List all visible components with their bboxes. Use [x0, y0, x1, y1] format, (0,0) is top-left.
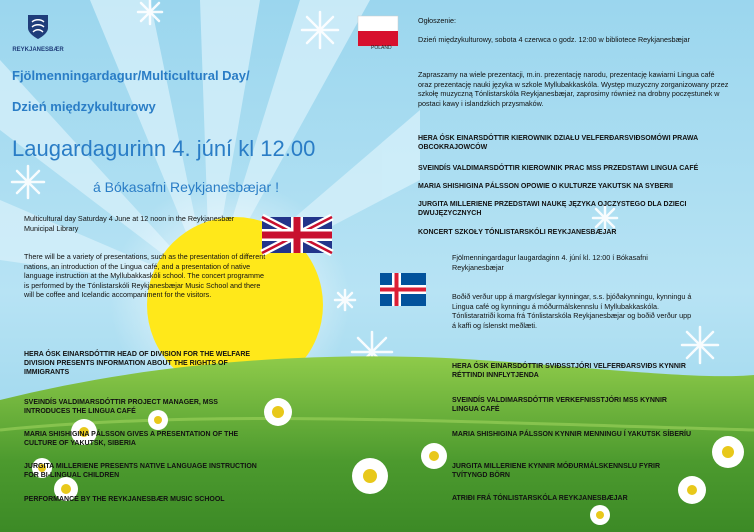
icelandic-item-5: ATRIÐI FRÁ TÓNLISTARSKÓLA REYKJANESBÆJAR: [452, 495, 628, 502]
poland-flag-label: POLAND: [371, 45, 392, 51]
title-line-2: Dzień międzykulturowy: [12, 99, 156, 114]
polish-date-line: Dzień międzykulturowy, sobota 4 czerwca o godz. 12:00 w bibliotece Reykjanesbæjar: [418, 35, 690, 44]
polish-item-5: KONCERT SZKOŁY TÓNLISTARSKÓLI REYKJANESBÆJAR: [418, 229, 617, 236]
icelandic-item-2: SVEINDÍS VALDIMARSDÓTTIR VERKEFNISSTJÓRI MSS KYNNIR LINGUA CAFÉ: [452, 397, 667, 414]
icelandic-item-4: JURGITA MILLERIENE KYNNIR MÓÐURMÁLSKENNSLU FYRIR TVÍTYNGD BÖRN: [452, 463, 661, 480]
polish-item-2: SVEINDÍS VALDIMARSDÓTTIR KIEROWNIK PRAC MSS PRZEDSTAWI LINGUA CAFÉ: [418, 165, 699, 172]
polish-item-1: HERA ÓSK EINARSDÓTTIR KIEROWNIK DZIAŁU VELFERÐARSVIÐSOMÓWI PRAWA OBCOKRAJOWCÓW: [418, 135, 698, 152]
logo-text: REYKJANESBÆR: [12, 47, 64, 53]
icelandic-date-line: Fjölmenningardagur laugardaginn 4. júní kl. 12:00 í Bókasafni Reykjanesbæjar: [452, 253, 648, 272]
english-item-2: SVEINDÍS VALDIMARSDÓTTIR PROJECT MANAGER, MSS INTRODUCES THE LINGUA CAFÉ: [24, 399, 218, 416]
shield-icon: [27, 14, 49, 40]
title-line-1: Fjölmenningardagur/Multicultural Day/: [12, 68, 250, 83]
polish-body: Zapraszamy na wiele prezentacji, m.in. prezentację narodu, prezentację kawiarni Lingua café oraz prezentację nauki języka w szkole Myllubakkaskóla. Występ muzyczny zorganizowany przez szkołę muzyczną Tónlistarskóla Reykjanesbæjar, zaprosimy również na drobny poczęstunek w postaci kawy i islandzkich przysmaków.: [418, 70, 729, 108]
english-item-1: HERA ÓSK EINARSDÓTTIR HEAD OF DIVISION FOR THE WELFARE DIVISION PRESENTS INFORMATION ABOUT THE RIGHTS OF IMMIGRANTS: [24, 351, 251, 377]
reykjanesbaer-logo: [8, 14, 68, 60]
icelandic-item-3: MARIA SHISHIGINA PÁLSSON KYNNIR MENNINGU Í YAKUTSK SÍBERÍU: [452, 431, 692, 438]
polish-item-3: MARIA SHISHIGINA PÁLSSON OPOWIE O KULTURZE YAKUTSK NA SYBERII: [418, 183, 674, 190]
english-item-5: PERFORMANCE BY THE REYKJANESBÆR MUSIC SCHOOL: [24, 496, 225, 503]
polish-heading: Ogłoszenie:: [418, 16, 456, 25]
icelandic-item-1: HERA ÓSK EINARSDÓTTIR SVIÐSSTJÓRI VELFERÐARSVIÐS KYNNIR RÉTTINDI INNFLYTJENDA: [452, 363, 686, 380]
date-heading: Laugardagurinn 4. júní kl 12.00: [12, 136, 316, 161]
english-item-3: MARIA SHISHIGINA PÁLSSON GIVES A PRESENTATION OF THE CULTURE OF YAKUTSK, SIBERIA: [24, 431, 239, 448]
venue-line: á Bókasafni Reykjanesbæjar !: [93, 179, 279, 195]
english-intro: Multicultural day Saturday 4 June at 12 noon in the Reykjanesbær Municipal Library: [24, 214, 235, 233]
english-item-4: JURGITA MILLERIENE PRESENTS NATIVE LANGUAGE INSTRUCTION FOR BI-LINGUAL CHILDREN: [24, 463, 257, 480]
iceland-flag: [380, 273, 426, 306]
polish-item-4: JURGITA MILLERIENE PRZEDSTAWI NAUKĘ JĘZYKA OJCZYSTEGO DLA DZIECI DWUJĘZYCZNYCH: [418, 201, 687, 218]
english-body: There will be a variety of presentations, such as the presentation of different nations, an introduction of the Lingua café, and a presentation of native language instruction at the Myllubakkaskóli school. The concert programme is performed by the Tónlistarskóli Reykjanesbæjar Music School and there will be coffee and Icelandic accompaniment for the visitors.: [24, 252, 266, 300]
poland-flag: [358, 16, 398, 46]
uk-flag: [262, 217, 332, 253]
icelandic-body: Boðið verður upp á margvíslegar kynningar, s.s. þjóðakynningu, kynningu á Lingua café og kynningu á móðurmálskennslu í Myllubakkaskóla. Tónlistaratriði koma frá Tónlistarskóla Reykjanesbæjar og boðið verður upp á kaffi og íslenskt meðlæti.: [452, 292, 692, 330]
